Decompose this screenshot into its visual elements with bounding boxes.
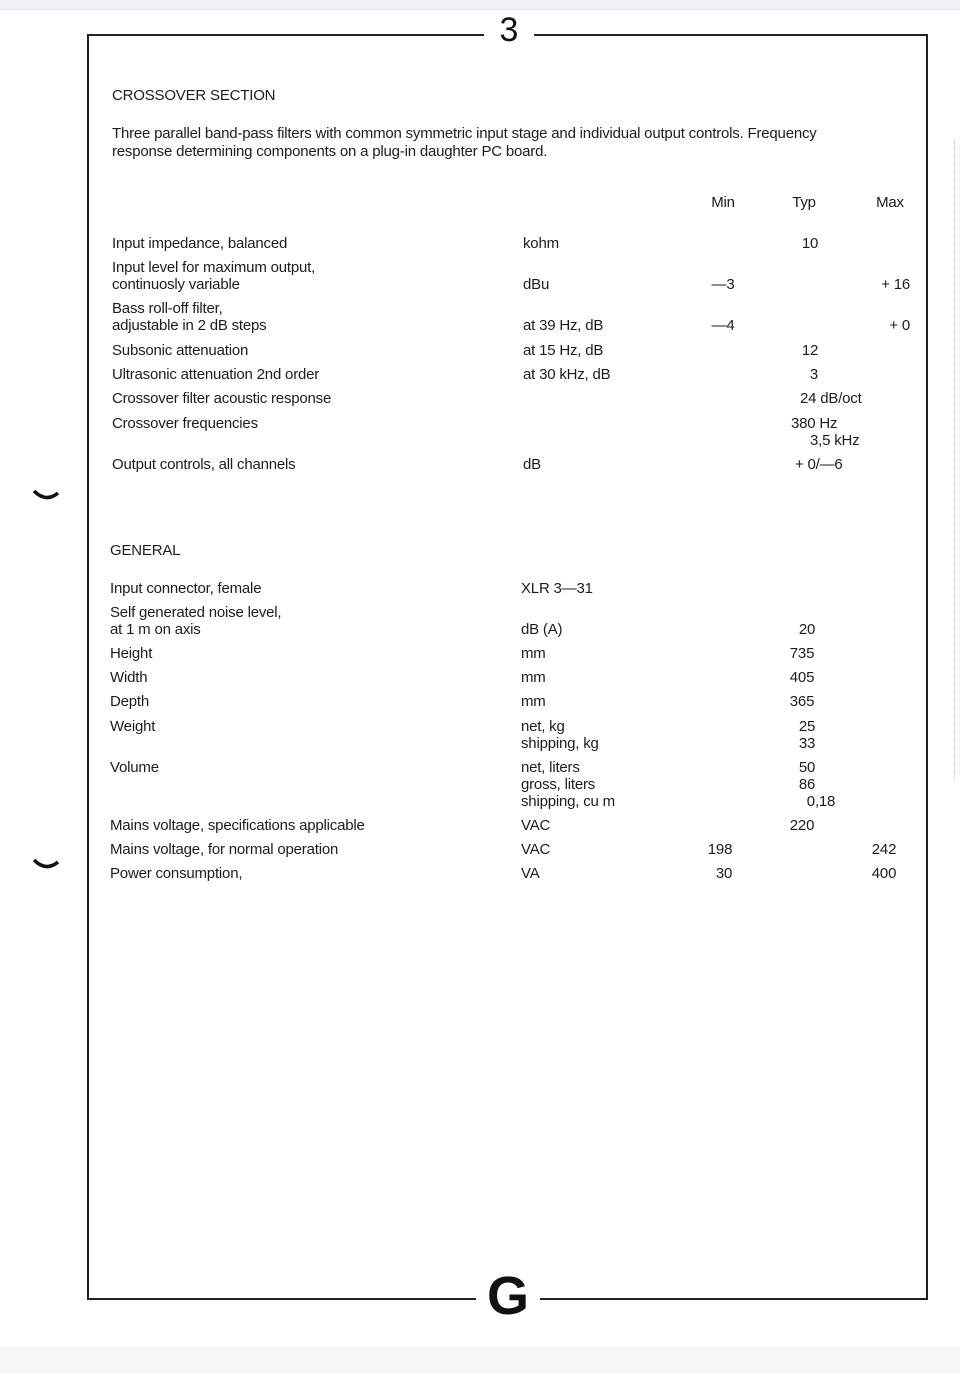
spec-unit: mm: [521, 669, 546, 686]
spec-typ: 86: [798, 776, 816, 793]
spec-label: adjustable in 2 dB steps: [112, 317, 267, 334]
spec-typ: 380 Hz: [791, 415, 838, 432]
spec-label: Output controls, all channels: [112, 456, 296, 473]
spec-label: at 1 m on axis: [110, 621, 201, 638]
spec-typ: 3,5 kHz: [810, 432, 860, 449]
spec-label: Self generated noise level,: [110, 604, 282, 621]
spec-label: Input connector, female: [110, 580, 262, 597]
spec-unit: at 39 Hz, dB: [523, 317, 604, 334]
spec-label: Crossover frequencies: [112, 415, 258, 432]
column-header-typ: Typ: [792, 194, 816, 211]
spec-unit: at 15 Hz, dB: [523, 342, 604, 359]
spec-unit: net, kg: [521, 718, 565, 735]
spec-unit: VAC: [521, 841, 551, 858]
spec-min: —4: [711, 317, 735, 334]
spec-typ: 25: [798, 718, 816, 735]
column-header-min: Min: [711, 194, 735, 211]
spec-typ: 735: [789, 645, 815, 662]
spec-unit: mm: [521, 645, 546, 662]
spec-unit: kohm: [523, 235, 559, 252]
general-section-title: GENERAL: [110, 542, 181, 559]
crossover-section-title: CROSSOVER SECTION: [112, 87, 276, 104]
spec-typ: 3: [809, 366, 819, 383]
page-frame: [87, 34, 928, 1300]
spec-unit: dBu: [523, 276, 550, 293]
spec-unit: at 30 kHz, dB: [523, 366, 611, 383]
spec-label: Height: [110, 645, 153, 662]
spec-unit: shipping, kg: [521, 735, 599, 752]
spec-label: Mains voltage, specifications applicable: [110, 817, 365, 834]
spec-typ: 33: [798, 735, 816, 752]
spec-label: Mains voltage, for normal operation: [110, 841, 339, 858]
column-header-max: Max: [876, 194, 904, 211]
viewer-bottom-bar: [0, 1346, 960, 1374]
spec-unit: dB: [523, 456, 541, 473]
spec-max: + 16: [881, 276, 910, 293]
spec-unit: shipping, cu m: [521, 793, 615, 810]
spec-unit: VA: [521, 865, 540, 882]
binder-hole-mark: [32, 489, 60, 501]
spec-min: 30: [715, 865, 733, 882]
spec-label: Power consumption,: [110, 865, 243, 882]
spec-typ: 12: [801, 342, 819, 359]
spec-max: 242: [871, 841, 897, 858]
spec-label: Weight: [110, 718, 156, 735]
spec-label: Subsonic attenuation: [112, 342, 249, 359]
footer-letter-mark: G: [476, 1264, 540, 1328]
spec-unit: VAC: [521, 817, 551, 834]
crossover-intro-line: response determining components on a plug-in daughter PC board.: [112, 143, 548, 160]
scan-edge-line: [954, 140, 955, 780]
spec-typ: 405: [789, 669, 815, 686]
spec-label: Depth: [110, 693, 150, 710]
binder-hole-mark: [32, 858, 60, 870]
spec-label: Input level for maximum output,: [112, 259, 316, 276]
spec-typ: 10: [801, 235, 819, 252]
spec-unit: gross, liters: [521, 776, 596, 793]
spec-label: Bass roll-off filter,: [112, 300, 223, 317]
spec-label: Volume: [110, 759, 159, 776]
spec-max: 400: [871, 865, 897, 882]
spec-label: Input impedance, balanced: [112, 235, 288, 252]
spec-unit: mm: [521, 693, 546, 710]
spec-typ: 50: [798, 759, 816, 776]
spec-min: —3: [711, 276, 735, 293]
viewer-top-bar: [0, 0, 960, 10]
spec-label: Width: [110, 669, 148, 686]
spec-unit: dB (A): [521, 621, 563, 638]
crossover-intro: [112, 125, 902, 161]
spec-min: 198: [707, 841, 733, 858]
spec-label: Ultrasonic attenuation 2nd order: [112, 366, 320, 383]
crossover-intro-line: Three parallel band-pass filters with common symmetric input stage and individual output controls. Frequency: [112, 125, 817, 142]
spec-typ: 220: [789, 817, 815, 834]
spec-typ: + 0/—6: [795, 456, 843, 473]
spec-max: + 0: [889, 317, 910, 334]
page-number: 3: [484, 10, 534, 50]
spec-typ: 24 dB/oct: [800, 390, 862, 407]
spec-unit: net, liters: [521, 759, 580, 776]
spec-label: continuosly variable: [112, 276, 240, 293]
spec-typ: 365: [789, 693, 815, 710]
spec-typ: 0,18: [806, 793, 836, 810]
spec-label: Crossover filter acoustic response: [112, 390, 332, 407]
spec-typ: 20: [798, 621, 816, 638]
spec-unit: XLR 3—31: [521, 580, 593, 597]
